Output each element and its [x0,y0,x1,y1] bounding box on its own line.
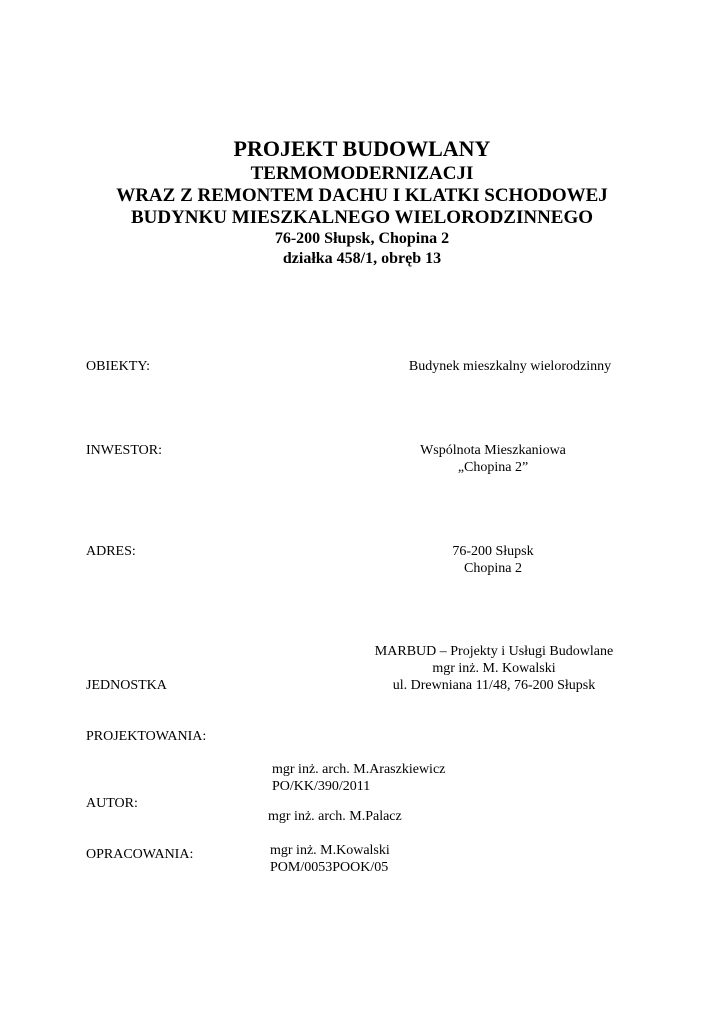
inwestor-label: INWESTOR: [86,443,162,458]
inwestor-value-line-1: Wspólnota Mieszkaniowa [420,443,566,458]
author-2-name: mgr inż. arch. M.Palacz [268,809,402,824]
obiekty-value: Budynek mieszkalny wielorodzinny [408,359,612,374]
inwestor-value [393,442,593,476]
autor-label [86,761,193,897]
jednostka-value-line-3: ul. Drewniana 11/48, 76-200 Słupsk [392,678,596,693]
document-title: PROJEKT BUDOWLANY [233,136,491,161]
author-3-name: mgr inż. M.Kowalski [270,843,390,858]
adres-value-line-2: Chopina 2 [464,561,522,576]
autor-label-line-2: OPRACOWANIA: [86,847,194,862]
jednostka-value-line-1: MARBUD – Projekty i Usługi Budowlane [374,644,614,659]
adres-value-line-1: 76-200 Słupsk [452,544,534,559]
title-block [0,135,724,269]
author-1-license: PO/KK/390/2011 [272,779,371,794]
jednostka-label-line-2: PROJEKTOWANIA: [86,729,207,744]
subtitle-line-2: WRAZ Z REMONTEM DACHU I KLATKI SCHODOWEJ [116,185,608,206]
jednostka-value-line-2: mgr inż. M. Kowalski [432,661,556,676]
subtitle-line-3: BUDYNKU MIESZKALNEGO WIELORODZINNEGO [130,207,594,228]
jednostka-label [86,643,206,779]
title-plot: działka 458/1, obręb 13 [282,250,442,267]
jednostka-value [356,643,632,694]
author-3-license: POM/0053POOK/05 [270,860,389,875]
title-address: 76-200 Słupsk, Chopina 2 [274,230,450,247]
adres-label: ADRES: [86,544,136,559]
obiekty-label: OBIEKTY: [86,359,151,374]
jednostka-label-line-1: JEDNOSTKA [86,678,167,693]
autor-label-line-1: AUTOR: [86,796,138,811]
subtitle-line-1: TERMOMODERNIZACJI [250,163,474,184]
author-1-name: mgr inż. arch. M.Araszkiewicz [272,762,446,777]
adres-value [413,543,573,577]
inwestor-value-line-2: „Chopina 2” [457,460,529,475]
